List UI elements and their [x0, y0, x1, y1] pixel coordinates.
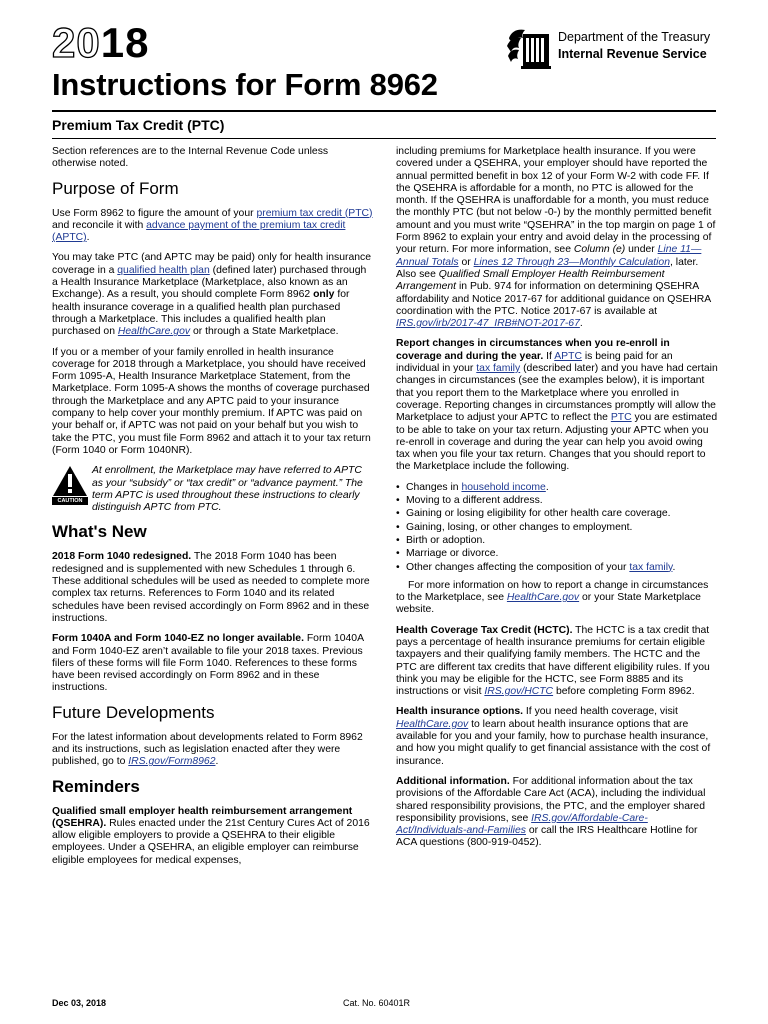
text: For more information on how to report a change in circumstances to the Marketplace, see	[396, 579, 709, 604]
text: .	[545, 481, 549, 493]
reminders-heading: Reminders	[52, 776, 140, 796]
year-outline: 20	[52, 19, 101, 66]
footer-date: Dec 03, 2018	[52, 998, 107, 1008]
link-tax-family[interactable]: tax family	[476, 363, 521, 375]
irs-eagle-logo-icon	[505, 26, 553, 72]
subtitle-rule	[52, 138, 716, 139]
page-subtitle: Premium Tax Credit (PTC)	[52, 117, 225, 133]
text: (defined later) purchased through a Health Insurance Marketplace (Marketplace, also known as an Exchange). As a result, you should complete Form 8962	[52, 264, 367, 301]
page-title: Instructions for Form 8962	[52, 67, 438, 102]
bold-text: Health insurance options.	[396, 706, 524, 718]
link-qualified-health-plan[interactable]: qualified health plan	[117, 264, 210, 276]
text: .	[672, 561, 676, 573]
text: If you need health coverage, visit	[523, 706, 678, 718]
text: If	[543, 350, 555, 362]
form-year	[52, 19, 150, 66]
caution-text: At enrollment, the Marketplace may have referred to APTC as your “subsidy” or “tax credit” or “advance payment.” The term APTC is used throughout these instructions to clearly distinguish APTC from PTC.	[92, 465, 363, 514]
report-changes-paragraph	[396, 338, 718, 473]
link-irs-form8962[interactable]: IRS.gov/Form8962	[128, 756, 216, 768]
link-irs-aca[interactable]: IRS.gov/Affordable-Care-Act/Individuals-and-Families	[396, 812, 648, 837]
list-item: • Marriage or divorce.	[396, 548, 718, 560]
text: , later. Also see	[396, 256, 699, 280]
purpose-heading: Purpose of Form	[52, 178, 179, 198]
text: is being paid for an individual in your	[396, 350, 673, 375]
text: or through a State Marketplace.	[190, 326, 339, 338]
text: for health insurance coverage in a qualified health plan purchased through a Marketplace. This includes a qualified health plan purchased on	[52, 289, 350, 338]
italic-text: Qualified Small Employer Health Reimbursement Arrangement	[396, 268, 665, 293]
text: .	[579, 318, 583, 330]
text: including premiums for Marketplace health insurance. If you were covered under a QSEHRA, your employer should have reported the annual permitted benefit in box 12 of your Form W-2 with code FF. If the QSEHRA is affordable for a month, no PTC is allowed for the month. If the QSEHRA is unaffordable for a month, you must reduce the monthly PTC (but not below -0-) by the monthly permitted benefit amount and you must write “QSEHRA” in the top margin on page 1 of Form 8962 to explain your entry and avoid delay in the processing of your return. For more information, see	[396, 146, 716, 256]
text: The 2018 Form 1040 has been redesigned and is supplemented with new Schedules 1 through 6. These additional schedules will be used as needed to complete more complex tax returns. References to Form 1040 and its related schedules have been revised accordingly on Form 8962 and in these instructions.	[52, 551, 370, 624]
text: The HCTC is a tax credit that pays a percentage of health insurance premiums for certain eligible taxpayers and their qualifying family members. The HCTC and the PTC are different tax credits that have different eligibility rules. If you think you may be eligible for the HCTC, see Form 8885 and its instructions or visit	[396, 624, 710, 698]
additional-information-paragraph	[396, 776, 718, 850]
link-household-income[interactable]: household income	[461, 481, 546, 493]
purpose-paragraph-1	[52, 208, 374, 245]
bold-text: only	[313, 289, 335, 301]
bold-text: 2018 Form 1040 redesigned.	[52, 551, 192, 563]
list-item	[396, 482, 718, 494]
bold-text: Report changes in circumstances when you re-enroll in coverage and during the year.	[396, 338, 670, 362]
caution-label: CAUTION	[57, 498, 83, 505]
intro-paragraph: Section references are to the Internal Revenue Code unless otherwise noted.	[52, 146, 329, 170]
more-info-paragraph	[396, 580, 718, 617]
link-advance-payment[interactable]: advance payment of the premium tax credit (APTC)	[52, 219, 346, 244]
text: For additional information about the tax provisions of the Affordable Care Act (ACA), including the individual shared responsibility provisions, the PTC, and the employer shared responsibility provisions, see	[396, 775, 706, 824]
text: before completing Form 8962.	[553, 686, 695, 698]
health-insurance-options-paragraph	[396, 706, 718, 767]
whats-new-heading: What's New	[52, 522, 147, 542]
italic-text: Column (e)	[573, 244, 626, 256]
bold-text: Qualified small employer health reimbursement arrangement (QSEHRA).	[52, 805, 353, 829]
list-item: • Moving to a different address.	[396, 495, 718, 507]
qsehra-continued	[396, 146, 718, 330]
hctc-paragraph	[396, 625, 718, 699]
text: or your State Marketplace website.	[396, 592, 701, 616]
link-tax-family-2[interactable]: tax family	[629, 561, 673, 573]
text: you are estimated to be able to take on your tax return. Adjusting your APTC when you re-enroll in coverage and during the year can help you avoid owing tax when you file your tax return. Changes that you should report to the Marketplace include the following.	[396, 412, 718, 473]
future-developments-heading: Future Developments	[52, 702, 215, 722]
caution-box	[52, 465, 374, 514]
whats-new-item-1	[52, 551, 374, 625]
text: Other changes affecting the composition of your	[406, 561, 630, 573]
text: in Pub. 974 for information on determining QSEHRA affordability and Notice 2017-67 for additional guidance on QSEHRA coordination with the PTC. Notice 2017-67 is available at	[396, 281, 711, 317]
text: .	[215, 756, 219, 768]
text: Form 1040A and Form 1040-EZ aren’t available to file your 2018 taxes. Previous filers of these forms will file Form 1040. References to these forms have been revised accordingly on Form 8962 and in these instructions.	[52, 633, 364, 694]
reminders-qsehra	[52, 806, 374, 867]
text: For the latest information about developments related to Form 8962 and its instructions, such as legislation enacted after they were published, go to	[52, 731, 363, 768]
text: You may take PTC (and APTC may be paid) only for health insurance coverage in a	[52, 252, 372, 276]
bold-text: Form 1040A and Form 1040-EZ no longer available.	[52, 633, 304, 645]
text: Use Form 8962 to figure the amount of your	[52, 207, 257, 219]
link-ptc[interactable]: PTC	[610, 412, 632, 424]
text: (described later) and you have had certain changes in circumstances (see the examples below), it is important that you report them to the Marketplace where you enrolled in coverage. Reporting changes in circumstances promptly will allow the Marketplace to adjust your APTC to reflect the	[396, 363, 718, 424]
purpose-paragraph-2	[52, 252, 374, 338]
link-aptc[interactable]: APTC	[554, 350, 582, 362]
right-column	[396, 146, 718, 858]
list-item: • Birth or adoption.	[396, 535, 718, 547]
text: and reconcile it with	[52, 219, 147, 231]
title-rule	[52, 110, 716, 112]
link-irs-hctc[interactable]: IRS.gov/HCTC	[484, 686, 554, 698]
bold-text: Health Coverage Tax Credit (HCTC).	[396, 624, 573, 636]
agency-department: Department of the Treasury	[558, 30, 711, 44]
bold-text: Additional information.	[396, 775, 510, 787]
text: Changes in	[406, 481, 462, 493]
link-healthcare-gov-3[interactable]: HealthCare.gov	[396, 718, 469, 730]
text: under	[625, 244, 658, 256]
list-item	[396, 562, 718, 574]
text: to learn about health insurance options that are available for you and your family, how to purchase health insurance, and how you might qualify to get financial assistance with the cost of insurance.	[396, 718, 711, 767]
list-item: • Gaining, losing, or other changes to employment.	[396, 522, 718, 534]
link-healthcare-gov-2[interactable]: HealthCare.gov	[506, 592, 580, 604]
left-column	[52, 146, 374, 875]
link-line-11[interactable]: Line 11—Annual Totals	[396, 244, 702, 268]
text: or call the IRS Healthcare Hotline for ACA questions (800-919-0452).	[396, 825, 698, 849]
text: or	[458, 256, 474, 268]
link-notice-2017-67[interactable]: IRS.gov/irb/2017-47_IRB#NOT-2017-67	[396, 318, 580, 330]
changes-list	[396, 482, 718, 574]
footer-catalog-number: Cat. No. 60401R	[343, 998, 411, 1008]
list-item: • Gaining or losing eligibility for other health care coverage.	[396, 508, 718, 520]
caution-icon	[52, 465, 88, 505]
link-healthcare-gov[interactable]: HealthCare.gov	[117, 326, 191, 338]
link-premium-tax-credit[interactable]: premium tax credit (PTC)	[256, 207, 373, 219]
agency-name: Internal Revenue Service	[558, 47, 707, 61]
agency-block	[505, 26, 725, 70]
text: Rules enacted under the 21st Century Cures Act of 2016 allow eligible employers to provide a QSEHRA to their eligible employees. Under a QSEHRA, an eligible employer can reimburse eligible employees for medical expenses,	[52, 817, 370, 866]
link-lines-12-23[interactable]: Lines 12 Through 23—Monthly Calculation	[473, 256, 670, 268]
text: .	[86, 232, 90, 244]
future-developments-paragraph	[52, 732, 374, 769]
year-bold: 18	[100, 19, 150, 66]
whats-new-item-2	[52, 633, 374, 694]
purpose-paragraph-3: If you or a member of your family enrolled in health insurance coverage for 2018 through a Marketplace, you should have received Form 1095-A, Health Insurance Marketplace Statement, from the Marketplace. Form 1095-A shows the months of coverage purchased through the Marketplace and any APTC paid to your insurance company to help cover your monthly premium. If APTC was paid on your behalf or, if APTC was not paid on your behalf but you wish to take the PTC, you must file Form 8962 and attach it to your tax return (Form 1040 or Form 1040NR).	[52, 346, 371, 456]
